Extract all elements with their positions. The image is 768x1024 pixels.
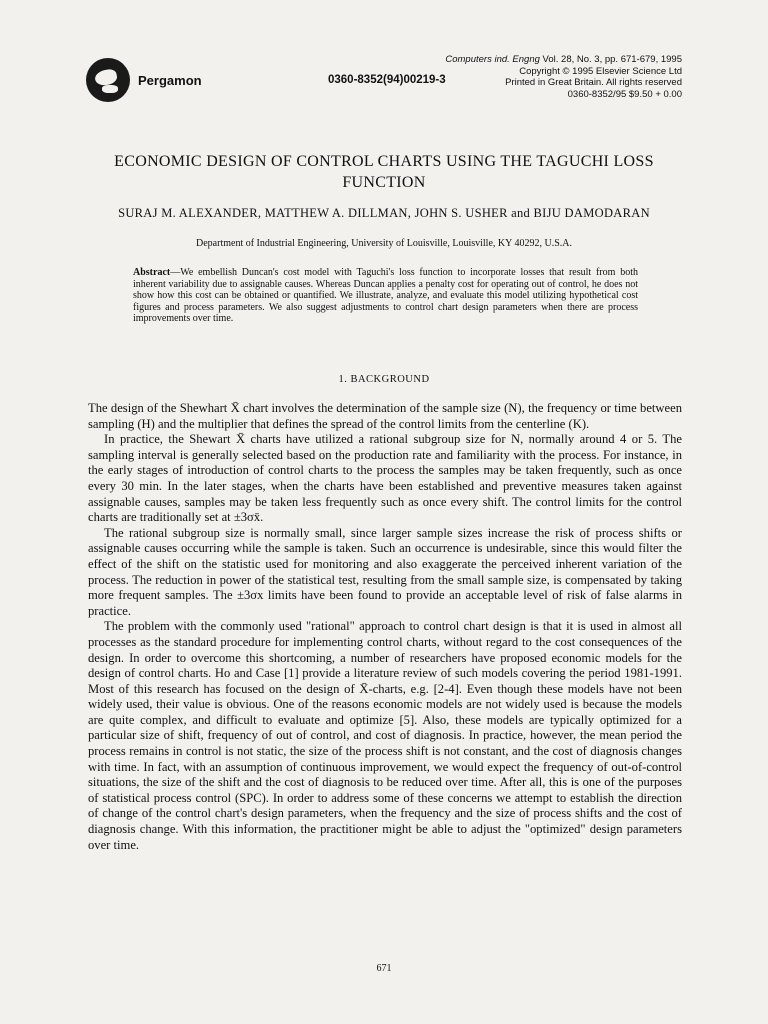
section-body — [88, 401, 682, 853]
journal-volume: Vol. 28, No. 3, pp. 671-679, 1995 — [542, 54, 682, 65]
article-authors: SURAJ M. ALEXANDER, MATTHEW A. DILLMAN, JOHN S. USHER and BIJU DAMODARAN — [118, 206, 650, 220]
price-line: 0360-8352/95 $9.50 + 0.00 — [567, 88, 682, 100]
journal-citation — [382, 54, 682, 66]
paragraph: In practice, the Shewart X̄ charts have utilized a rational subgroup size for N, normally around 4 or 5. The sampling interval is generally selected based on the production rate and familiarity with the process. For instance, in the early stages of introduction of control charts to the process the samples may be taken frequently, such as once every 30 min. In the later stages, when the charts have been established and preventive measures taken against assignable causes, samples may be taken less frequently such as once every shift. The control limits for the control charts are traditionally set at ±3σx̄. — [88, 432, 682, 525]
copyright-line: Copyright © 1995 Elsevier Science Ltd — [519, 65, 682, 77]
journal-meta — [382, 54, 682, 100]
article-title: ECONOMIC DESIGN OF CONTROL CHARTS USING THE TAGUCHI LOSS FUNCTION — [114, 153, 654, 191]
abstract-text: —We embellish Duncan's cost model with Taguchi's loss function to incorporate losses that result from both inherent variability due to assignable causes. Whereas Duncan applies a penalty cost for operating out of control, he does not show how this cost can be obtained or quantified. We illustrate, analyze, and evaluate this model utilizing hypothetical cost figures and process parameters. We also suggest adjustments to control chart design parameters when there are process improvements over time. — [133, 267, 638, 324]
page-number: 671 — [376, 963, 392, 974]
globe-icon — [86, 58, 130, 102]
paragraph: The rational subgroup size is normally small, since larger sample sizes increase the risk of process shifts or assignable causes occurring while the sample is taken. Such an occurrence is undesirable, since this would filter the effect of the shift on the statistic used for monitoring and also exaggerate the perceived inherent variation of the process. The reduction in power of the statistical test, resulting from the small sample size, is compensated by taking more frequent samples. The ±3σx limits have been found to provide an acceptable level of risk of false alarms in practice. — [88, 525, 682, 618]
publisher-logo — [86, 58, 202, 102]
abstract — [133, 267, 638, 325]
publisher-name: Pergamon — [138, 72, 202, 88]
paragraph: The design of the Shewhart X̄ chart involves the determination of the sample size (N), the frequency or time between sampling (H) and the multiplier that defines the spread of the control limits from the centerline (K). — [88, 401, 682, 431]
journal-name: Computers ind. Engng — [445, 54, 540, 65]
author-affiliation: Department of Industrial Engineering, University of Louisville, Louisville, KY 40292, U.S.A. — [196, 238, 572, 249]
paragraph: The problem with the commonly used "rational" approach to control chart design is that it is used in almost all processes as the standard procedure for implementing control charts, without regard to the cost consequences of the design. In order to overcome this shortcoming, a number of researchers have proposed economic models for the design of control charts. Ho and Case [1] provide a literature review of such models covering the period 1981-1991. Most of this research has focused on the design of X̄-charts, e.g. [2-4]. Even though these models have not been widely used, their value is obvious. One of the reasons economic models are not widely used is because the models are quite complex, and difficult to evaluate and optimize [5]. Also, these models are typically optimized for a particular size of shift, frequency of out of control, and cost of diagnosis. In practice, however, the mean period the process remains in control is not static, the size of the process shift is not constant, and the cost of diagnosis changes with time. In fact, with an assumption of continuous improvement, we would expect the frequency of out-of-control situations, the size of the shift and the cost of diagnosis to be reduced over time. After all, this is one of the purposes of statistical process control (SPC). In order to address some of these concerns we attempt to establish the direction of change of the control chart's design parameters, when the frequency and the size of process shifts and the cost of diagnosis change. With this information, the practitioner might be able to adjust the "optimized" design parameters over time. — [88, 619, 682, 852]
section-heading: 1. BACKGROUND — [338, 374, 430, 385]
abstract-label: Abstract — [133, 267, 171, 278]
article-issn: 0360-8352(94)00219-3 — [328, 74, 446, 86]
printed-line: Printed in Great Britain. All rights reserved — [505, 77, 682, 88]
